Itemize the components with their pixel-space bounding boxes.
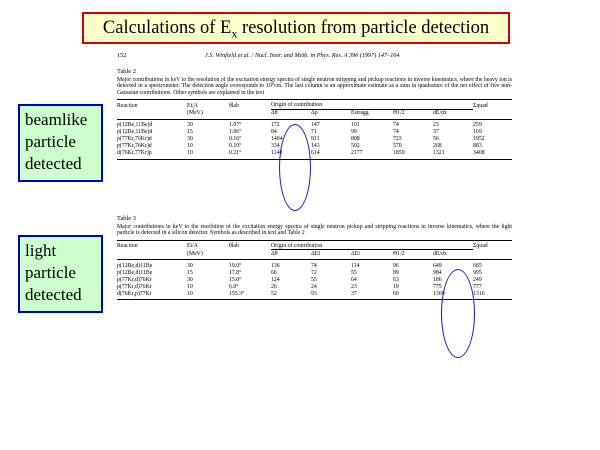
energy-cell: 30 [187, 122, 193, 129]
sigma-cell: 1952 [473, 136, 485, 143]
theta-cell: 0.10° [229, 143, 242, 150]
contribution-cell: 84 [271, 129, 277, 136]
theta-cell: 15.0° [229, 276, 242, 283]
table-2-subheader-row [117, 110, 512, 120]
theta-cell: 17.8° [229, 269, 242, 276]
contribution-cell: 334 [271, 143, 280, 150]
light-label-line: detected [25, 285, 82, 304]
journal-citation: J.S. Winfield et al. / Nucl. Instr. and Meth. in Phys. Res. A 396 (1997) 147–164 [205, 52, 400, 59]
contribution-cell: 93 [311, 290, 351, 300]
header-reaction: Reaction [117, 240, 187, 250]
header-origin: Origin of contribution [271, 243, 473, 251]
table-row [117, 150, 512, 160]
header-sub: Δp [311, 110, 351, 120]
table-2-header-row [117, 100, 512, 110]
table-3-header-row [117, 240, 512, 250]
energy-cell: 30 [187, 136, 193, 143]
slide-title-suffix: resolution from particle detection [237, 18, 490, 38]
header-sub: Δθ [271, 110, 311, 120]
theta-cell: 1.06° [229, 129, 242, 136]
sigma-cell: 685 [473, 262, 482, 269]
table-row [117, 136, 512, 143]
header-sub: Δθ [271, 250, 311, 260]
theta-cell: 155.3° [229, 290, 271, 300]
contribution-cell: 143 [311, 143, 320, 150]
contribution-cell: 1404 [271, 136, 283, 143]
theta-cell: 0.21° [229, 150, 271, 160]
header-theta: θlab [229, 100, 271, 110]
contribution-cell: 74 [393, 129, 399, 136]
contribution-cell: 19 [393, 283, 399, 290]
table-row [117, 143, 512, 150]
theta-cell: 19.0° [229, 262, 242, 269]
contribution-cell: 1321 [433, 150, 473, 160]
table-2-label: Table 2 [117, 68, 136, 75]
sigma-cell: 1316 [473, 290, 512, 300]
contribution-cell: 114 [351, 262, 360, 269]
table-3-subheader-row [117, 250, 512, 260]
contribution-cell: 614 [311, 150, 351, 160]
contribution-cell: 984 [433, 269, 442, 276]
theta-cell: 6.0° [229, 283, 239, 290]
contribution-cell: 1309 [433, 290, 473, 300]
beamlike-label-line: detected [25, 154, 82, 173]
table-2 [117, 99, 512, 160]
light-label-line: light [25, 241, 57, 260]
sigma-cell: 169 [473, 129, 482, 136]
table-2-caption: Major contributions in keV to the resolution of the excitation energy spectra of single neutron stripping and pickup reactions in inverse kinematics, where the heavy ion is detected in a spectrometer. The detection angle corresponds to 10°cm. The last column is an approximate estimate as a sum in quadrature of the net effect of five non-Gaussian contributions. Other symbols are explained in the text [117, 76, 512, 96]
contribution-cell: 24 [311, 283, 317, 290]
contribution-cell: 55 [311, 276, 317, 283]
page-number: 152 [117, 52, 127, 59]
sigma-cell: 249 [473, 276, 482, 283]
header-energy: Ei/A [187, 240, 229, 250]
contribution-cell: 37 [351, 290, 393, 300]
contribution-cell: 99 [351, 129, 357, 136]
contribution-cell: 71 [311, 129, 317, 136]
contribution-cell: 649 [433, 262, 442, 269]
contribution-cell: 1859 [393, 150, 433, 160]
reaction-cell: d(76Kr,77Kr)p [117, 150, 187, 160]
contribution-cell: 147 [311, 122, 320, 129]
contribution-cell: 723 [393, 136, 402, 143]
contribution-cell: 811 [311, 136, 320, 143]
light-label-line: particle [25, 263, 76, 282]
slide-title [82, 12, 510, 44]
reaction-cell: p(77Kr,d)76Kr [117, 283, 152, 290]
contribution-cell: 172 [271, 122, 280, 129]
table-row [117, 260, 512, 270]
highlight-ellipse-dedx [441, 269, 475, 358]
header-sigma: Σquad [473, 240, 512, 250]
beamlike-label-line: particle [25, 132, 76, 151]
energy-cell: 10 [187, 283, 193, 290]
slide-title-subscript: x [231, 26, 238, 41]
energy-cell: 15 [187, 269, 193, 276]
contribution-cell: 23 [351, 283, 357, 290]
header-sigma: Σquad [473, 100, 512, 110]
highlight-ellipse-delta-theta [279, 124, 311, 211]
theta-cell: 0.16° [229, 136, 242, 143]
header-theta: θlab [229, 240, 271, 250]
energy-cell: 10 [187, 143, 193, 150]
header-origin: Origin of contribution [271, 102, 473, 110]
header-sub: Θ1/2 [393, 110, 433, 120]
contribution-cell: 186 [433, 276, 442, 283]
header-sub: ΔEf [311, 250, 351, 260]
contribution-cell: 268 [433, 143, 442, 150]
contribution-cell: 96 [393, 262, 399, 269]
table-row [117, 129, 512, 136]
header-energy-unit: (MeV) [187, 110, 229, 120]
table-row [117, 119, 512, 129]
theta-cell: 1.07° [229, 122, 242, 129]
sigma-cell: 3408 [473, 150, 512, 160]
contribution-cell: 23 [433, 122, 439, 129]
slide-title-prefix: Calculations of E [102, 18, 232, 38]
contribution-cell: 37 [433, 129, 439, 136]
reaction-cell: p(12Be,d)11Be [117, 262, 153, 269]
energy-cell: 10 [187, 290, 229, 300]
contribution-cell: 775 [433, 283, 442, 290]
reaction-cell: p(12Be,d)11Be [117, 269, 153, 276]
contribution-cell: 124 [271, 276, 280, 283]
contribution-cell: 2177 [351, 150, 393, 160]
reaction-cell: p(77Kr,76Kr)d [117, 143, 152, 150]
header-sub: dE/dx [433, 110, 473, 120]
contribution-cell: 1140 [271, 150, 311, 160]
table-3-caption: Major contributions in keV to the resolution of the excitation energy spectra of single neutron pickup and stripping reactions in inverse kinematics, where the light particle is detected in a silicon detector. Symbols as described in text and Table 2 [117, 223, 512, 237]
contribution-cell: 74 [393, 122, 399, 129]
reaction-cell: p(12Be,11Be)d [117, 129, 153, 136]
contribution-cell: 66 [271, 269, 277, 276]
contribution-cell: 74 [311, 262, 317, 269]
table-3-label: Table 3 [117, 215, 136, 222]
sigma-cell: 995 [473, 269, 482, 276]
header-sub: Θ1/2 [393, 250, 433, 260]
energy-cell: 30 [187, 276, 193, 283]
energy-cell: 10 [187, 150, 229, 160]
contribution-cell: 72 [311, 269, 317, 276]
contribution-cell: 63 [393, 276, 399, 283]
reaction-cell: p(12Be,11Be)d [117, 122, 153, 129]
contribution-cell: 55 [351, 269, 357, 276]
sigma-cell: 259 [473, 122, 482, 129]
contribution-cell: 89 [393, 269, 399, 276]
contribution-cell: 56 [433, 136, 439, 143]
contribution-cell: 808 [351, 136, 360, 143]
contribution-cell: 570 [393, 143, 402, 150]
header-sub: dE/dx [433, 250, 473, 260]
contribution-cell: 136 [271, 262, 280, 269]
contribution-cell: 26 [271, 283, 277, 290]
contribution-cell: 60 [393, 290, 433, 300]
header-energy: Ei/A [187, 100, 229, 110]
sigma-cell: 883 [473, 143, 482, 150]
header-energy-unit: (MeV) [187, 250, 229, 260]
light-particle-label [18, 235, 103, 313]
contribution-cell: 101 [351, 122, 360, 129]
beamlike-label-line: beamlike [25, 110, 88, 129]
reaction-cell: d(76Kr,p)77Kr [117, 290, 187, 300]
table-2-block [117, 69, 512, 160]
contribution-cell: 64 [351, 276, 357, 283]
header-sub: ΔEi [351, 250, 393, 260]
energy-cell: 30 [187, 262, 193, 269]
contribution-cell: 52 [271, 290, 311, 300]
contribution-cell: 502 [351, 143, 360, 150]
energy-cell: 15 [187, 129, 193, 136]
reaction-cell: p(77Kr,76Kr)d [117, 136, 152, 143]
beamlike-particle-label [18, 104, 103, 182]
header-reaction: Reaction [117, 100, 187, 110]
header-sub: Estragg [351, 110, 393, 120]
reaction-cell: p(77Kr,d)76Kr [117, 276, 152, 283]
sigma-cell: 777 [473, 283, 482, 290]
